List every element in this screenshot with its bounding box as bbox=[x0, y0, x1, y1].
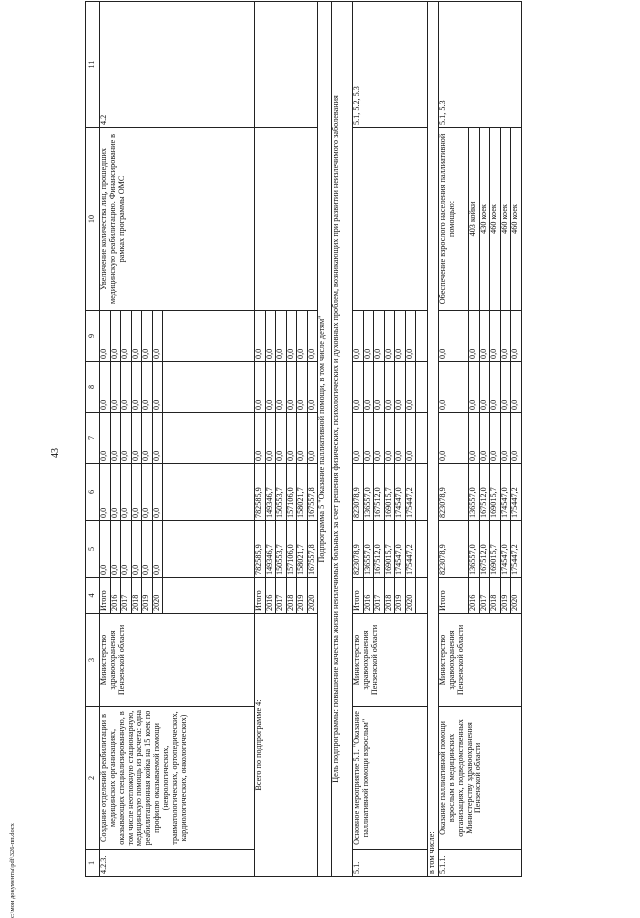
value: 0,0 bbox=[131, 464, 142, 521]
year: 2020 bbox=[405, 578, 416, 614]
value: 150553,7 bbox=[276, 464, 287, 521]
row-number: 4.2.3. bbox=[100, 850, 255, 877]
value: 0,0 bbox=[439, 362, 469, 413]
value: 0,0 bbox=[121, 413, 132, 464]
program-table bbox=[85, 1, 522, 877]
value: 0,0 bbox=[131, 521, 142, 578]
value: 169015,7 bbox=[384, 521, 395, 578]
value: 782585,9 bbox=[255, 464, 266, 521]
value: 157106,0 bbox=[286, 464, 297, 521]
col-header: 3 bbox=[86, 614, 100, 707]
value: 0,0 bbox=[131, 311, 142, 362]
table-row bbox=[353, 2, 364, 877]
value: 0,0 bbox=[297, 362, 308, 413]
value: 167512,0 bbox=[479, 521, 490, 578]
value: 136557,0 bbox=[469, 521, 480, 578]
subprogram-total-label: Всего по подпрограмме 4: bbox=[255, 614, 318, 877]
value: 0,0 bbox=[152, 362, 163, 413]
value: 150553,7 bbox=[276, 521, 287, 578]
value: 0,0 bbox=[255, 413, 266, 464]
period-total: Итого bbox=[100, 578, 111, 614]
value: 0,0 bbox=[142, 311, 153, 362]
year: 2020 bbox=[307, 578, 318, 614]
year: 2018 bbox=[490, 578, 501, 614]
row-number: 5.1.1. bbox=[439, 850, 522, 877]
value: 0,0 bbox=[511, 311, 522, 362]
col-header: 10 bbox=[86, 128, 100, 311]
year: 2016 bbox=[363, 578, 374, 614]
value: 0,0 bbox=[121, 311, 132, 362]
rotated-table-wrapper bbox=[85, 2, 607, 877]
value: 0,0 bbox=[384, 362, 395, 413]
result-item: 403 койки bbox=[469, 128, 480, 311]
value: 0,0 bbox=[110, 413, 121, 464]
indicator-link: 5.1, 5.3 bbox=[439, 2, 522, 128]
value: 0,0 bbox=[374, 413, 385, 464]
value: 0,0 bbox=[255, 362, 266, 413]
value: 0,0 bbox=[276, 362, 287, 413]
value: 0,0 bbox=[479, 311, 490, 362]
subprogram-goal-row bbox=[332, 2, 353, 877]
value: 158021,7 bbox=[297, 521, 308, 578]
value: 0,0 bbox=[469, 311, 480, 362]
year: 2019 bbox=[395, 578, 406, 614]
value: 0,0 bbox=[297, 413, 308, 464]
value: 157106,0 bbox=[286, 521, 297, 578]
col-header: 8 bbox=[86, 362, 100, 413]
year: 2016 bbox=[110, 578, 121, 614]
value: 823078,9 bbox=[353, 464, 364, 521]
including-label: в том числе: bbox=[428, 2, 439, 877]
value: 0,0 bbox=[286, 413, 297, 464]
value: 0,0 bbox=[363, 413, 374, 464]
value: 0,0 bbox=[307, 362, 318, 413]
year: 2020 bbox=[511, 578, 522, 614]
value: 175447,2 bbox=[405, 464, 416, 521]
value: 0,0 bbox=[110, 362, 121, 413]
value: 0,0 bbox=[395, 362, 406, 413]
table-row bbox=[255, 2, 266, 877]
including-row bbox=[428, 2, 439, 877]
executor: Министерство здравоохранения Пензенской области bbox=[439, 614, 522, 707]
value: 0,0 bbox=[152, 521, 163, 578]
empty-cell bbox=[255, 128, 318, 311]
value: 0,0 bbox=[131, 362, 142, 413]
value: 0,0 bbox=[265, 311, 276, 362]
year: 2017 bbox=[374, 578, 385, 614]
value: 167512,0 bbox=[374, 464, 385, 521]
value: 0,0 bbox=[121, 521, 132, 578]
value: 0,0 bbox=[276, 413, 287, 464]
subprogram-title-row bbox=[318, 2, 332, 877]
value: 136557,0 bbox=[363, 464, 374, 521]
value: 0,0 bbox=[255, 311, 266, 362]
result-item: 430 коек bbox=[479, 128, 490, 311]
value: 0,0 bbox=[490, 311, 501, 362]
value: 175447,2 bbox=[511, 464, 522, 521]
value: 0,0 bbox=[121, 362, 132, 413]
year: 2016 bbox=[469, 578, 480, 614]
value: 0,0 bbox=[142, 413, 153, 464]
value: 169015,7 bbox=[490, 521, 501, 578]
value: 0,0 bbox=[100, 311, 111, 362]
row-number: 5.1. bbox=[353, 850, 428, 877]
value: 149346,7 bbox=[265, 521, 276, 578]
value: 169015,7 bbox=[490, 464, 501, 521]
year: 2017 bbox=[121, 578, 132, 614]
value: 136557,0 bbox=[469, 464, 480, 521]
col-header: 4 bbox=[86, 578, 100, 614]
value: 174547,0 bbox=[500, 464, 511, 521]
measure-name: Основное мероприятие 5.1. "Оказание паллиативной помощи взрослым" bbox=[353, 707, 428, 850]
value: 0,0 bbox=[110, 311, 121, 362]
value: 0,0 bbox=[297, 311, 308, 362]
value: 0,0 bbox=[500, 311, 511, 362]
value: 0,0 bbox=[439, 413, 469, 464]
value: 0,0 bbox=[479, 362, 490, 413]
value: 175447,2 bbox=[405, 521, 416, 578]
year: 2018 bbox=[384, 578, 395, 614]
col-header: 1 bbox=[86, 850, 100, 877]
indicator-link: 4.2 bbox=[100, 2, 255, 128]
value: 136557,0 bbox=[363, 521, 374, 578]
value: 167557,8 bbox=[307, 464, 318, 521]
value: 0,0 bbox=[490, 362, 501, 413]
value: 0,0 bbox=[405, 413, 416, 464]
col-header: 2 bbox=[86, 707, 100, 850]
value: 0,0 bbox=[100, 413, 111, 464]
value: 0,0 bbox=[384, 413, 395, 464]
value: 0,0 bbox=[265, 413, 276, 464]
col-header: 5 bbox=[86, 521, 100, 578]
value: 0,0 bbox=[500, 362, 511, 413]
page-number: 43 bbox=[50, 448, 61, 458]
value: 0,0 bbox=[353, 362, 364, 413]
executor: Министерство здравоохранения Пензенской области bbox=[353, 614, 428, 707]
header-row bbox=[86, 2, 100, 877]
executor: Министерство здравоохранения Пензенской области bbox=[100, 614, 255, 707]
value: 0,0 bbox=[395, 311, 406, 362]
value: 0,0 bbox=[353, 311, 364, 362]
indicator-link: 5.1, 5.2, 5.3 bbox=[353, 2, 428, 128]
value: 0,0 bbox=[469, 413, 480, 464]
value: 0,0 bbox=[152, 311, 163, 362]
year: 2016 bbox=[265, 578, 276, 614]
value: 0,0 bbox=[395, 413, 406, 464]
value: 823078,9 bbox=[353, 521, 364, 578]
year: 2018 bbox=[286, 578, 297, 614]
value: 169015,7 bbox=[384, 464, 395, 521]
value: 0,0 bbox=[405, 362, 416, 413]
value: 0,0 bbox=[142, 464, 153, 521]
value: 0,0 bbox=[374, 311, 385, 362]
value: 0,0 bbox=[142, 521, 153, 578]
value: 0,0 bbox=[511, 362, 522, 413]
result-item: 460 коек bbox=[511, 128, 522, 311]
year: 2020 bbox=[152, 578, 163, 614]
value: 0,0 bbox=[286, 362, 297, 413]
col-header: 6 bbox=[86, 464, 100, 521]
year: 2019 bbox=[297, 578, 308, 614]
col-header: 11 bbox=[86, 2, 100, 128]
table-row bbox=[439, 2, 469, 877]
value: 174547,0 bbox=[395, 521, 406, 578]
value: 0,0 bbox=[110, 521, 121, 578]
value: 0,0 bbox=[100, 521, 111, 578]
period-total: Итого bbox=[255, 578, 266, 614]
empty-cell bbox=[353, 128, 428, 311]
value: 0,0 bbox=[265, 362, 276, 413]
value: 0,0 bbox=[479, 413, 490, 464]
col-header: 7 bbox=[86, 413, 100, 464]
subprogram-goal: Цель подпрограммы: повышение качества жизни неизлечимых больных за счет решения физических, психологических и духовных проблем, возникающих при развитии неизлечимого заболевания bbox=[332, 2, 353, 877]
value: 158021,7 bbox=[297, 464, 308, 521]
value: 823078,9 bbox=[439, 464, 469, 521]
year: 2018 bbox=[131, 578, 142, 614]
value: 0,0 bbox=[363, 311, 374, 362]
expected-result: Увеличение количества лиц, прошедших медицинскую реабилитацию. Финансирование в рамках программы ОМС bbox=[100, 128, 255, 311]
value: 0,0 bbox=[439, 311, 469, 362]
value: 0,0 bbox=[131, 413, 142, 464]
period-total: Итого bbox=[439, 578, 469, 614]
footer-path: c:\мои документы\pdf\326-пп.docx bbox=[9, 823, 16, 918]
value: 167512,0 bbox=[479, 464, 490, 521]
value: 0,0 bbox=[121, 464, 132, 521]
value: 0,0 bbox=[110, 464, 121, 521]
value: 0,0 bbox=[307, 413, 318, 464]
col-header: 9 bbox=[86, 311, 100, 362]
value: 0,0 bbox=[490, 413, 501, 464]
year: 2019 bbox=[142, 578, 153, 614]
year: 2019 bbox=[500, 578, 511, 614]
result-item: 460 коек bbox=[490, 128, 501, 311]
value: 0,0 bbox=[405, 311, 416, 362]
value: 823078,9 bbox=[439, 521, 469, 578]
value: 0,0 bbox=[152, 413, 163, 464]
year: 2017 bbox=[479, 578, 490, 614]
value: 167557,8 bbox=[307, 521, 318, 578]
value: 0,0 bbox=[307, 311, 318, 362]
value: 0,0 bbox=[363, 362, 374, 413]
value: 0,0 bbox=[276, 311, 287, 362]
value: 0,0 bbox=[100, 362, 111, 413]
empty-cell bbox=[255, 2, 318, 128]
value: 0,0 bbox=[511, 413, 522, 464]
value: 0,0 bbox=[152, 464, 163, 521]
expected-result-title: Обеспечение взрослого населения паллиативной помощью: bbox=[439, 128, 469, 311]
value: 0,0 bbox=[374, 362, 385, 413]
value: 0,0 bbox=[142, 362, 153, 413]
period-total: Итого bbox=[353, 578, 364, 614]
value: 0,0 bbox=[286, 311, 297, 362]
value: 0,0 bbox=[500, 413, 511, 464]
year: 2017 bbox=[276, 578, 287, 614]
value: 0,0 bbox=[469, 362, 480, 413]
value: 0,0 bbox=[100, 464, 111, 521]
value: 0,0 bbox=[384, 311, 395, 362]
table-row bbox=[100, 2, 111, 877]
measure-name: Оказание паллиативной помощи взрослым в медицинских организациях, подведомственных Министерству здравоохранения Пензенской области bbox=[439, 707, 522, 850]
value: 174547,0 bbox=[500, 521, 511, 578]
value: 0,0 bbox=[353, 413, 364, 464]
value: 175447,2 bbox=[511, 521, 522, 578]
value: 167512,0 bbox=[374, 521, 385, 578]
value: 782585,9 bbox=[255, 521, 266, 578]
subprogram-title: Подпрограмма 5 "Оказание паллиативной помощи, в том числе детям" bbox=[318, 2, 332, 877]
measure-name: Создание отделений реабилитации в медицинских организациях, оказывающих специализированную, в том числе неотложную стационарную, медицинскую помощь из расчета: одна реабилитационная койка на 15 коек по профилю оказываемой помощи (неврологических, травматологических, ортопедических, кардиологических, онкологических) bbox=[100, 707, 255, 850]
result-item: 460 коек bbox=[500, 128, 511, 311]
value: 149346,7 bbox=[265, 464, 276, 521]
value: 174547,0 bbox=[395, 464, 406, 521]
